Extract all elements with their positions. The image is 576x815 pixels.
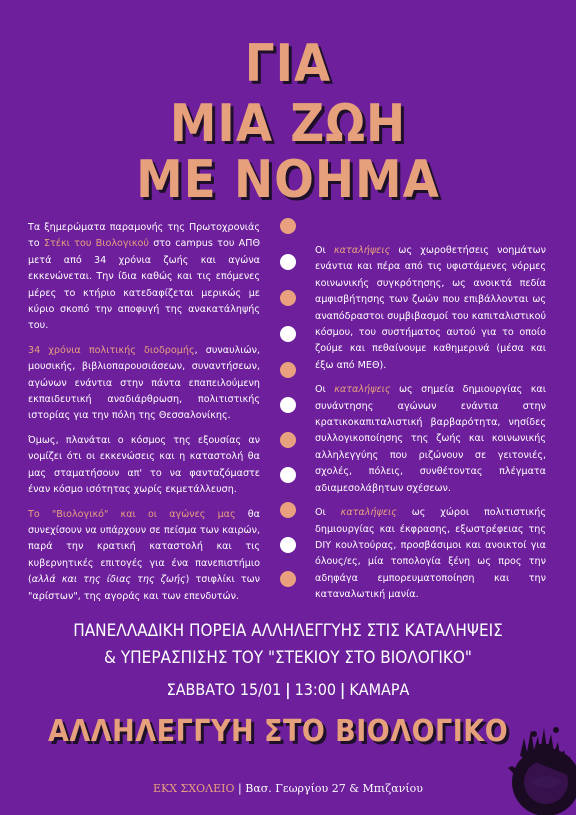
globe-crowd-illustration	[494, 704, 576, 815]
separator: |	[340, 680, 346, 699]
solidarity-headline: ΑΛΛΗΛΕΓΓΥΗ ΣΤΟ ΒΙΟΛΟΓΙΚΟ	[48, 714, 509, 749]
text-span: ως χώροι πολιτιστικής δημιουργίας και έκφρασης, εξωστρέφειας της DIY κουλτούρας, προσβάσιμοι και ανοικτοί για όλους/ες, μία τοπολογία ξένη ως προς την αδηφάγα εμπορευματοποίηση και την καταναλωτική μανία.	[315, 507, 546, 601]
text-span: στο campus του ΑΠΘ μετά από 34 χρόνια ζωής και αγώνα εκκενώνεται. Την ίδια καθώς και τις επόμενες μέρες το κτήριο κατεδαφίζεται μερικώς με κύριο σκοπό την αποφυγή της ανακατάληψής του.	[28, 238, 260, 332]
highlight-katalipseis: καταλήψεις	[340, 507, 397, 519]
highlight-34-years: 34 χρόνια πολιτικής διοδρομής	[28, 344, 195, 356]
event-place: ΚΑΜΑΡΑ	[349, 680, 410, 699]
dot-decoration	[280, 326, 296, 342]
right-paragraph-2	[315, 382, 546, 497]
dot-decoration	[280, 218, 296, 234]
italic-span: αλλά και της ίδιας της ζωής	[31, 574, 186, 586]
event-details	[0, 680, 576, 699]
dot-decoration	[280, 290, 296, 306]
event-day: ΣΑΒΒΑΤΟ 15/01	[166, 680, 282, 699]
footer-separator: |	[234, 782, 246, 795]
text-span: Οι	[315, 245, 334, 256]
title-line-3: ΜΕ ΝΟΗΜΑ	[136, 150, 440, 210]
text-span: θα συνεχίσουν να υπάρχουν σε πείσμα των καιρών, παρά την κρατική καταστολή και τις κυβερνητικές επιτογές για ένα πανεπιστήμιο (	[28, 508, 260, 586]
dot-decoration	[280, 571, 296, 587]
right-column	[315, 243, 546, 612]
text-span: ως σημεία δημιουργίας και συνάντησης αγώνων ενάντια στην κρατικοκαπιταλιστική βαρβαρότητα, νησίδες συλλογικοποίησης της ζωής και κοινωνικής αλληλεγγύης που ριζώνουν σε γειτονιές, σχολές, πόλεις, συνθέτοντας πλέγματα αδιαμεσολάβητων σχέσεων.	[315, 384, 546, 494]
text-span: Τα ξημερώματα παραμονής της Πρωτοχρονιάς το	[28, 222, 260, 250]
dot-decoration	[280, 467, 296, 483]
left-column	[28, 220, 260, 613]
highlight-katalipseis: καταλήψεις	[334, 384, 391, 396]
text-span: ως χωροθετήσεις νοημάτων ενάντια και πέρα από τις υφιστάμενες νόρμες κοινωνικής συγκρότησης, ως ανοικτά πεδία αμφισβήτησης των ζωών που επιβάλλονται ως αναπόδραστοι συμβιβασμοί του καπιταλιστικού κόσμου, του συστήματος αυτού για το οποίο ζούμε και πεθαίνουμε καθημερινά (μέσα και έξω από ΜΕΘ).	[315, 245, 546, 371]
march-title-line-2: & ΥΠΕΡΑΣΠΙΣΗΣ ΤΟΥ "ΣΤΕΚΙΟΥ ΣΤΟ ΒΙΟΛΟΓΙΚΟ"	[104, 648, 472, 668]
highlight-steki: Στέκι του Βιολογικού	[43, 238, 149, 250]
dot-decoration	[280, 537, 296, 553]
separator: |	[285, 680, 291, 699]
dot-decoration	[280, 254, 296, 270]
footer-street: Βασ. Γεωργίου 27 & Μπιζανίου	[245, 782, 423, 795]
left-paragraph-1	[28, 220, 260, 335]
left-paragraph-3: Όμως, πλανάται ο κόσμος της εξουσίας αν νομίζει ότι οι εκκενώσεις και η καταστολή θα μας σταματήσουν απ' το να φανταζόμαστε έναν κόσμο ισότητας χωρίς εκμετάλλευση.	[28, 434, 260, 496]
text-span: , συναυλιών, μουσικής, βιβλιοπαρουσιάσεων, συναντήσεων, αγώνων ενάντια στην πάντα επαπειλούμενη εκπαιδευτική αναδιάρθρωση, πολιτιστικής ιστορίας για την πόλη της Θεσσαλονίκης.	[28, 344, 260, 422]
dot-decoration	[280, 502, 296, 518]
dot-decoration	[280, 362, 296, 378]
footer-address	[0, 782, 576, 795]
text-span: Οι	[315, 384, 335, 396]
right-paragraph-3	[315, 505, 546, 603]
left-paragraph-4	[28, 507, 260, 605]
left-paragraph-2	[28, 343, 260, 425]
title-line-2: ΜΙΑ ΖΩΗ	[169, 94, 407, 154]
text-span: Οι	[315, 507, 341, 519]
footer-org: ΕΚΧ ΣΧΟΛΕΙΟ	[152, 782, 235, 795]
march-title-line-1: ΠΑΝΕΛΛΑΔΙΚΗ ΠΟΡΕΙΑ ΑΛΛΗΛΕΓΓΥΗΣ ΣΤΙΣ ΚΑΤΑΛΗΨΕΙΣ	[73, 621, 503, 641]
dot-decoration	[280, 432, 296, 448]
right-paragraph-1	[315, 243, 546, 374]
dot-decoration	[280, 397, 296, 413]
highlight-katalipseis: καταλήψεις	[334, 245, 391, 256]
event-time: 13:00	[294, 680, 337, 699]
text-span: ) τσιφλίκι των "αρίστων", της αγοράς και των επενδυτών.	[28, 574, 260, 602]
title-line-1: ΓΙΑ	[244, 34, 332, 94]
highlight-biologiko: Το "Βιολογικό" και οι αγώνες μας	[28, 508, 236, 520]
